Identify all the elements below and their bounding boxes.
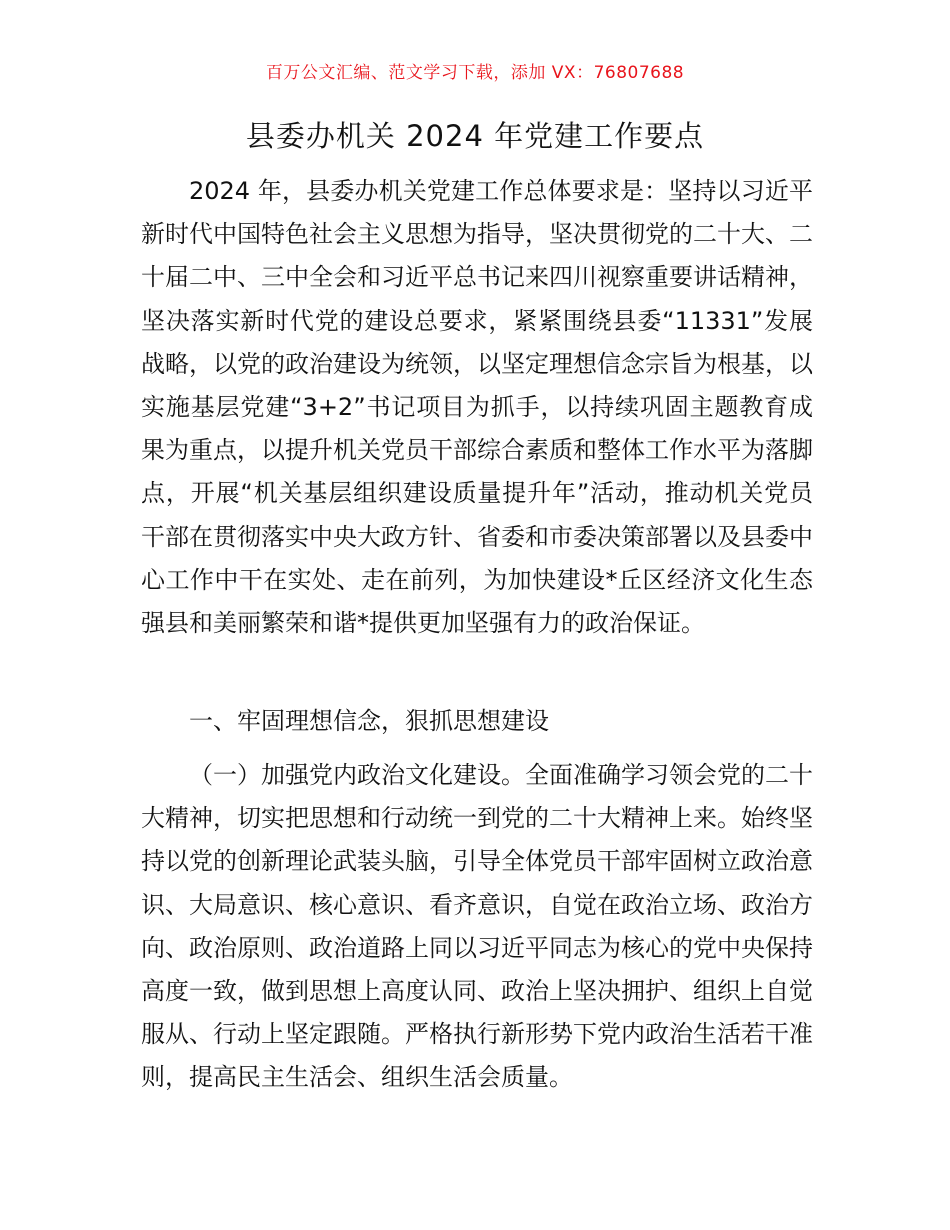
document-title: 县委办机关 2024 年党建工作要点 bbox=[245, 119, 705, 153]
subsection-1-paragraph: （一）加强党内政治文化建设。全面准确学习领会党的二十大精神，切实把思想和行动统一到党的二十大精神上来。始终坚持以党的创新理论武装头脑，引导全体党员干部牢固树立政治意识、大局意识、核心意识、看齐意识，自觉在政治立场、政治方向、政治原则、政治道路上同以习近平同志为核心的党中央保持高度一致，做到思想上高度认同、政治上坚决拥护、组织上自觉服从、行动上坚定跟随。严格执行新形势下党内政治生活若干准则，提高民主生活会、组织生活会质量。 bbox=[141, 761, 813, 1092]
intro-paragraph: 2024 年，县委办机关党建工作总体要求是：坚持以习近平新时代中国特色社会主义思想为指导，坚决贯彻党的二十大、二十届二中、三中全会和习近平总书记来四川视察重要讲话精神，坚决落实新时代党的建设总要求，紧紧围绕县委“11331”发展战略，以党的政治建设为统领，以坚定理想信念宗旨为根基，以实施基层党建“3+2”书记项目为抓手，以持续巩固主题教育成果为重点，以提升机关党员干部综合素质和整体工作水平为落脚点，开展“机关基层组织建设质量提升年”活动，推动机关党员干部在贯彻落实中央大政方针、省委和市委决策部署以及县委中心工作中干在实处、走在前列，为加快建设*丘区经济文化生态强县和美丽繁荣和谐*提供更加坚强有力的政治保证。 bbox=[141, 177, 813, 638]
section-1-heading: 一、牢固理想信念，狠抓思想建设 bbox=[189, 707, 549, 735]
download-promo-banner: 百万公文汇编、范文学习下载，添加 VX：76807688 bbox=[265, 63, 685, 83]
